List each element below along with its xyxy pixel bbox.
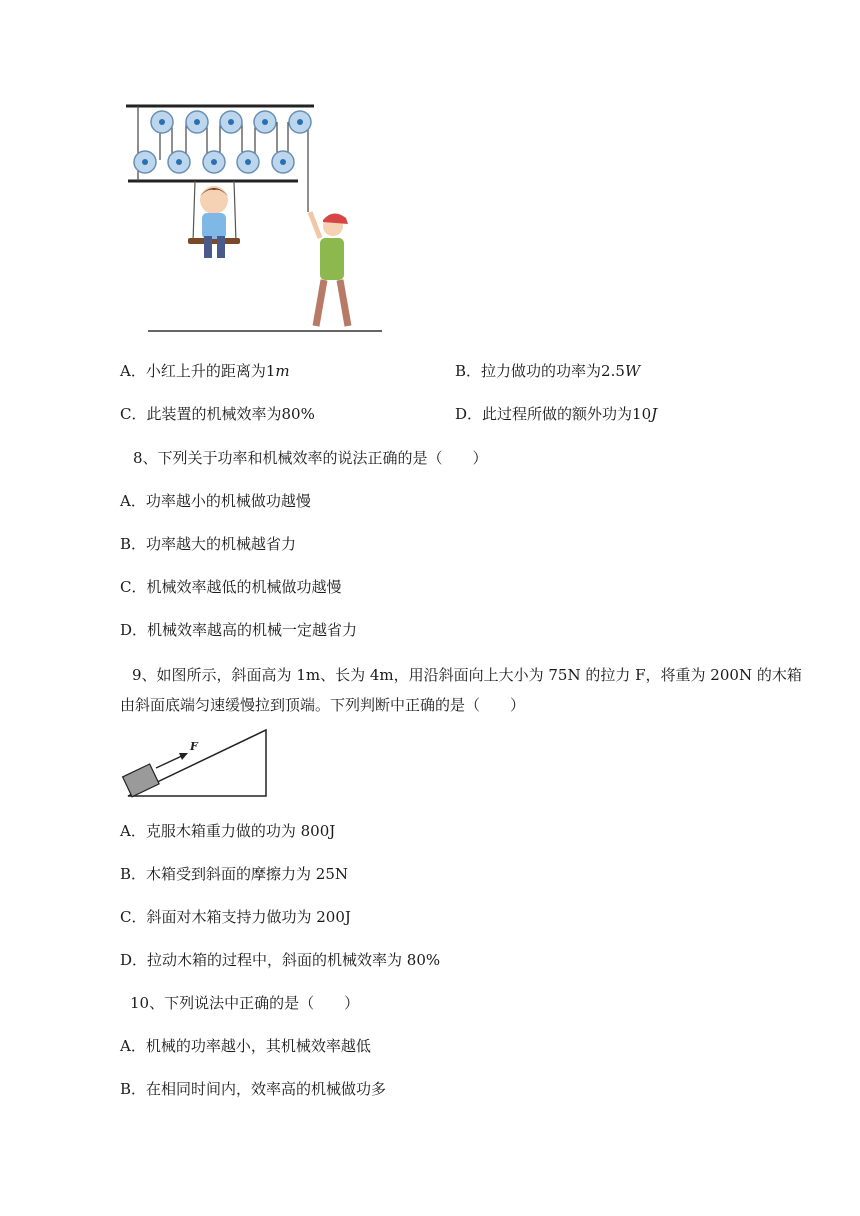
child-on-swing (200, 186, 228, 258)
force-label: F (190, 740, 198, 753)
upper-pulleys (151, 111, 311, 133)
pulley-figure (120, 100, 390, 340)
q9-option-d: D．拉动木箱的过程中，斜面的机械效率为 80% (120, 951, 441, 969)
pulling-man (310, 212, 348, 326)
q9-option-b: B．木箱受到斜面的摩擦力为 25N (120, 865, 349, 883)
q7-option-b: B．拉力做功的功率为2.5W (455, 362, 641, 380)
incline-figure (118, 726, 278, 802)
q7-option-d: D．此过程所做的额外功为10J (455, 405, 658, 423)
lower-pulleys (134, 151, 294, 173)
q9-option-a: A．克服木箱重力做的功为 800J (120, 822, 336, 840)
q8-option-a: A．功率越小的机械做功越慢 (120, 492, 311, 510)
q7-option-c: C．此装置的机械效率为80% (120, 405, 315, 423)
q10-option-b: B．在相同时间内，效率高的机械做功多 (120, 1080, 387, 1098)
q9-stem: 9、如图所示，斜面高为 1m、长为 4m，用沿斜面向上大小为 75N 的拉力 F，将重为 200N 的木箱由斜面底端匀速缓慢拉到顶端。下列判断中正确的是（ ） (120, 666, 802, 714)
q9-option-c: C．斜面对木箱支持力做功为 200J (120, 908, 351, 926)
q8-stem: 8、下列关于功率和机械效率的说法正确的是（ ） (133, 449, 488, 467)
q10-stem: 10、下列说法中正确的是（ ） (130, 994, 360, 1012)
q8-option-c: C．机械效率越低的机械做功越慢 (120, 578, 342, 596)
q7-option-a: A．小红上升的距离为1m (120, 362, 290, 380)
q10-option-a: A．机械的功率越小，其机械效率越低 (120, 1037, 371, 1055)
q8-option-b: B．功率越大的机械越省力 (120, 535, 297, 553)
q8-option-d: D．机械效率越高的机械一定越省力 (120, 621, 358, 639)
